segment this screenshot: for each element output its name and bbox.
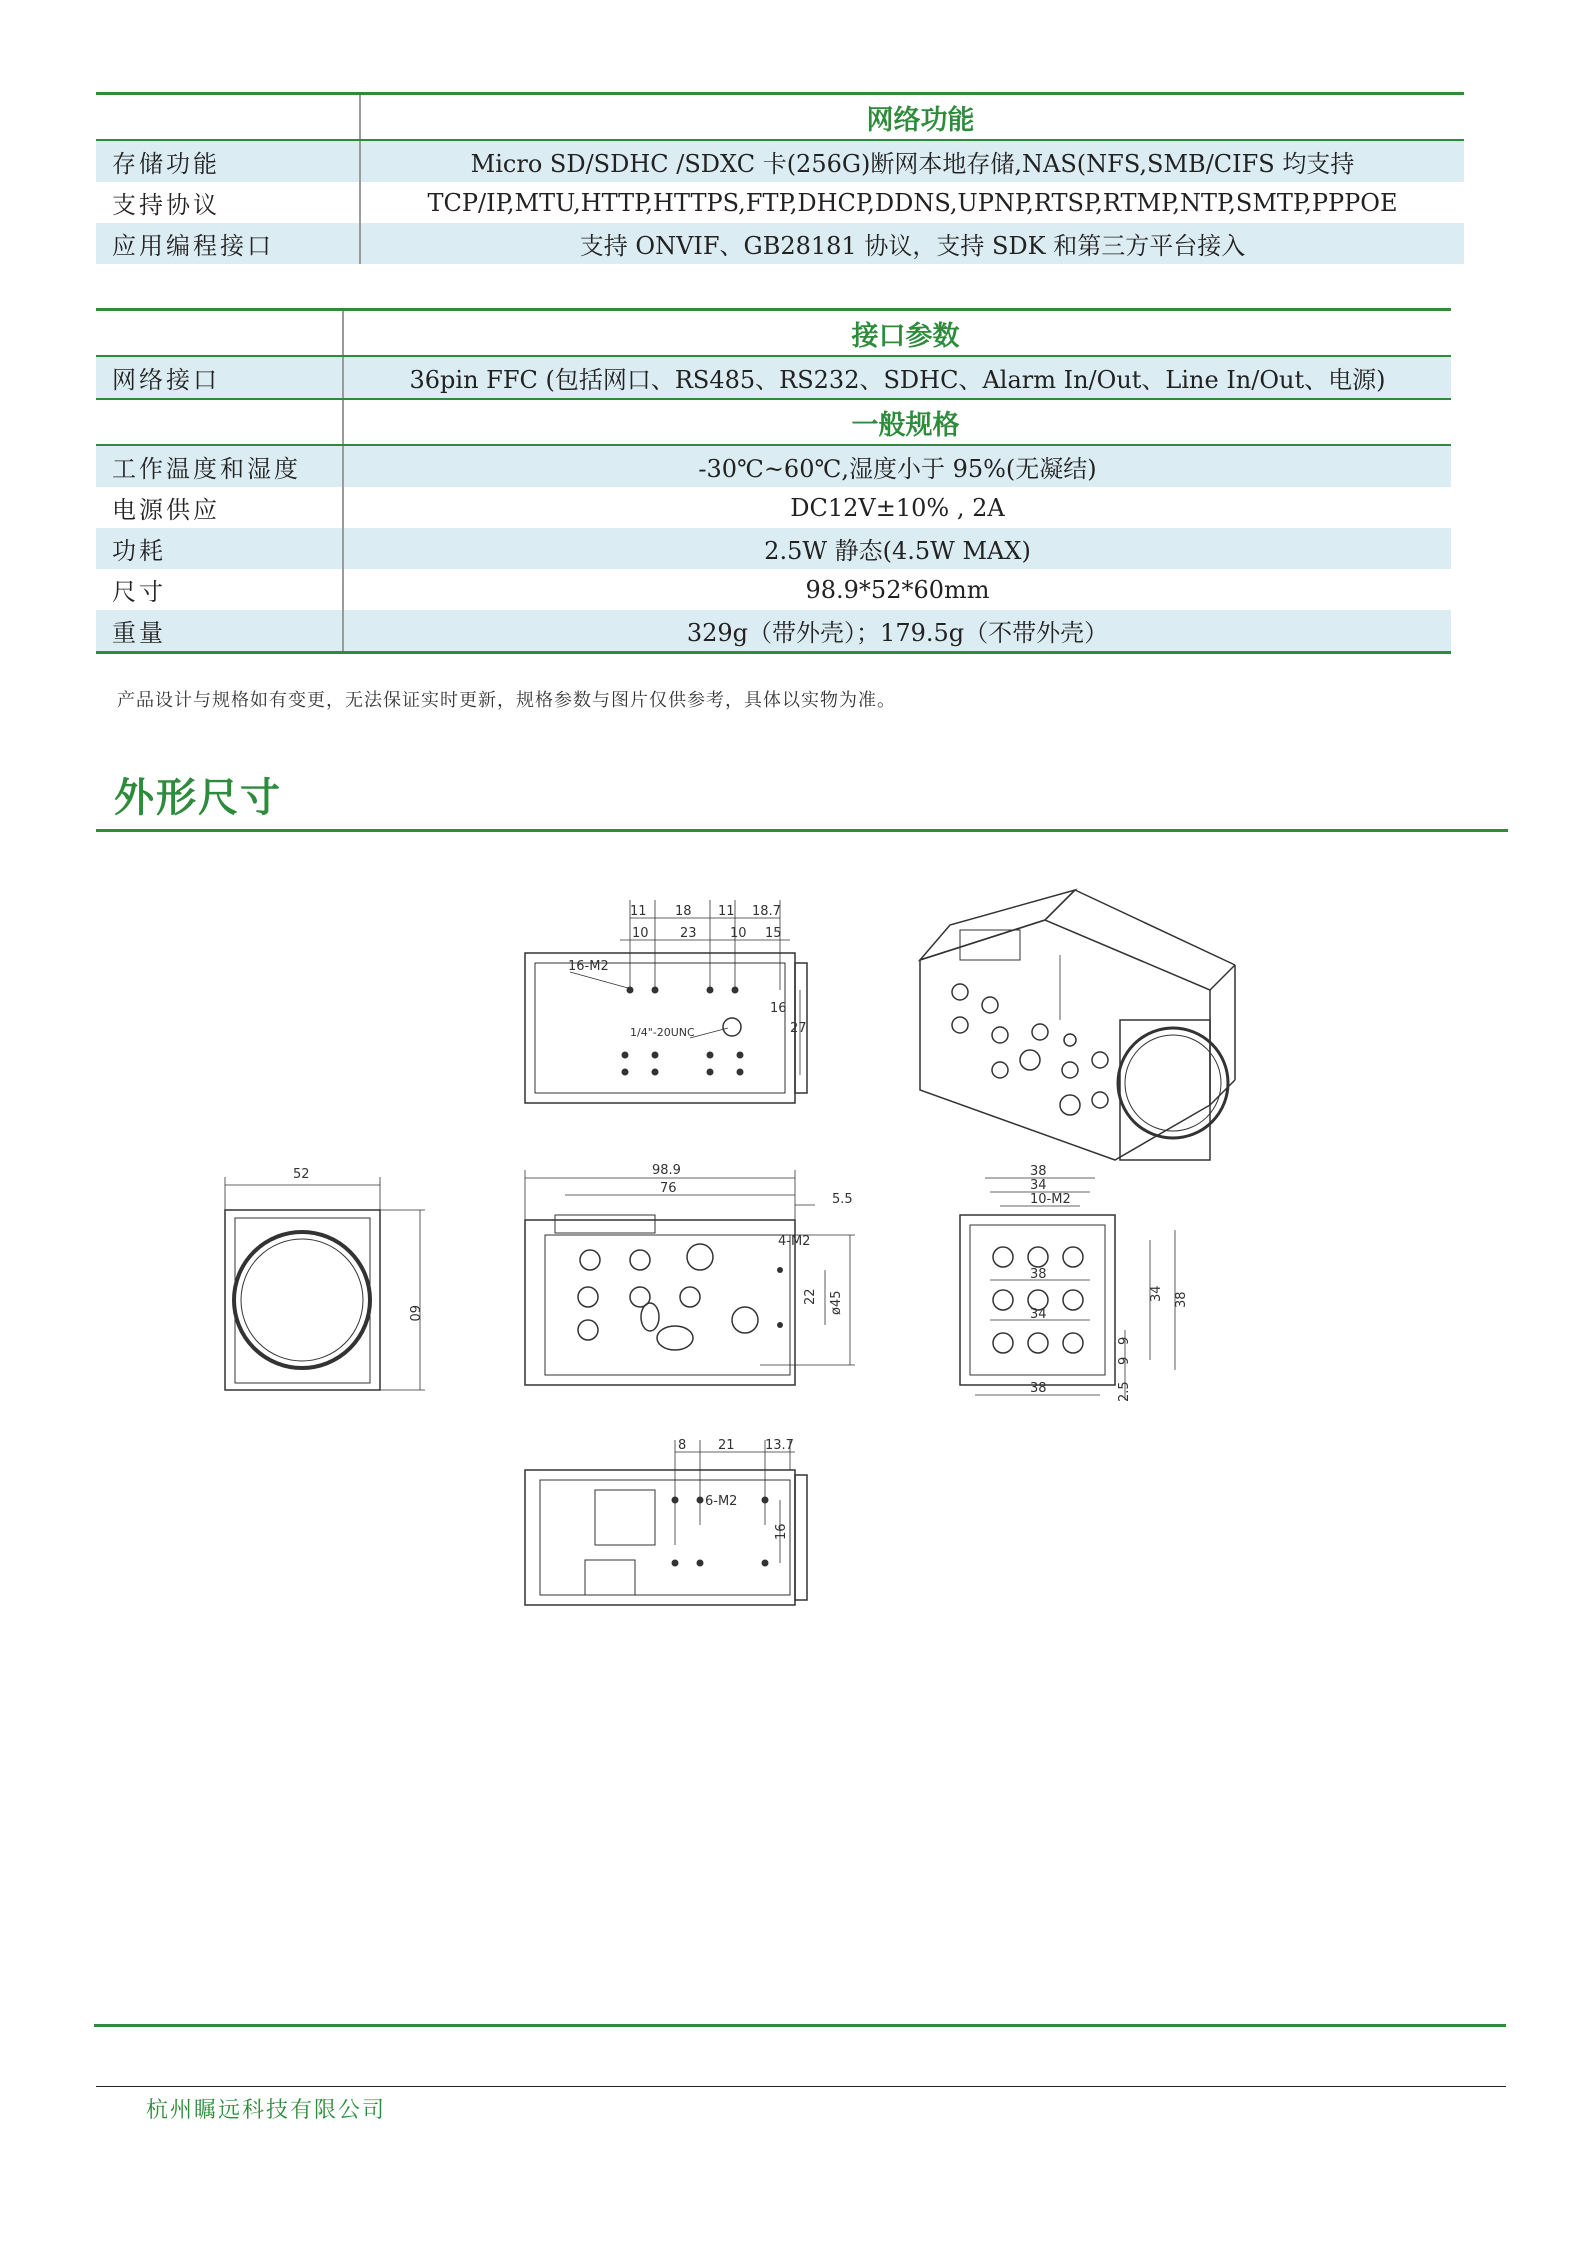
row-value: 98.9*52*60mm <box>805 575 990 604</box>
table-row <box>96 140 1464 182</box>
table-row <box>96 445 1451 487</box>
dim-label: 15 <box>765 926 782 941</box>
section-header-row <box>96 399 1451 445</box>
top-view-drawing <box>525 900 807 1103</box>
dimensions-section-title: 外形尺寸 <box>114 775 282 821</box>
dim-label: 76 <box>660 1181 677 1196</box>
perspective-view-drawing <box>920 890 1235 1160</box>
row-value: TCP/IP,MTU,HTTP,HTTPS,FTP,DHCP,DDNS,UPNP,RTSP,RTMP,NTP,SMTP,PPPOE <box>427 188 1398 217</box>
row-value: 329g（带外壳）；179.5g（不带外壳） <box>343 610 1451 653</box>
section-divider <box>96 829 1508 832</box>
dim-label: 38 <box>1030 1381 1047 1396</box>
dim-label: 18 <box>675 904 692 919</box>
footer-divider-green <box>94 2024 1506 2027</box>
row-label: 电源供应 <box>96 487 343 528</box>
row-value: DC12V±10% , 2A <box>790 493 1005 522</box>
row-label: 工作温度和湿度 <box>96 445 343 487</box>
footer-divider-black <box>96 2086 1506 2087</box>
table-row <box>96 356 1451 399</box>
hole-label: 6-M2 <box>705 1494 738 1509</box>
dim-label: 16 <box>774 1523 789 1540</box>
table-row <box>96 223 1464 264</box>
hole-label: 4-M2 <box>778 1234 811 1249</box>
dim-label: 2.5 <box>1117 1381 1132 1402</box>
section-title-network: 网络功能 <box>360 94 1464 141</box>
row-label: 存储功能 <box>96 140 360 182</box>
dim-label: 98.9 <box>652 1163 681 1178</box>
rear-view-drawing <box>960 1164 1189 1402</box>
network-spec-table <box>96 92 1464 264</box>
row-label: 尺寸 <box>96 569 343 610</box>
dim-label: 23 <box>680 926 697 941</box>
row-label: 支持协议 <box>96 182 360 223</box>
dim-label: 9 <box>1117 1356 1132 1365</box>
side-view-drawing <box>525 1163 855 1385</box>
dim-label: 38 <box>1174 1291 1189 1308</box>
disclaimer-note: 产品设计与规格如有变更，无法保证实时更新，规格参数与图片仅供参考，具体以实物为准。 <box>117 690 896 711</box>
row-value: 支持 ONVIF、GB28181 协议，支持 SDK 和第三方平台接入 <box>360 223 1464 264</box>
table-row <box>96 569 1451 610</box>
row-value: Micro SD/SDHC /SDXC 卡(256G)断网本地存储,NAS(NFS,SMB/CIFS 均支持 <box>360 140 1464 182</box>
interface-general-spec-table <box>96 308 1451 654</box>
dim-label: 52 <box>293 1167 310 1182</box>
dim-label: 38 <box>1030 1267 1047 1282</box>
dim-label: 8 <box>678 1438 687 1453</box>
hole-label: 16-M2 <box>568 959 609 974</box>
dim-label: 34 <box>1030 1178 1047 1193</box>
table-row <box>96 528 1451 569</box>
section-header-row <box>96 310 1451 357</box>
dim-label: 5.5 <box>832 1192 853 1207</box>
dim-label: 60 <box>406 1305 421 1322</box>
footer-company-name: 杭州瞩远科技有限公司 <box>146 2098 387 2123</box>
section-title-general: 一般规格 <box>343 399 1451 445</box>
section-title-interface: 接口参数 <box>343 310 1451 357</box>
table-row <box>96 182 1464 223</box>
dim-label: 13.7 <box>765 1438 794 1453</box>
table-row <box>96 610 1451 653</box>
dim-label: 27 <box>790 1021 807 1036</box>
dim-label: 9 <box>1117 1336 1132 1345</box>
dim-label: 11 <box>630 904 647 919</box>
dim-label: 21 <box>718 1438 735 1453</box>
dim-label: 18.7 <box>752 904 781 919</box>
dim-label: ø45 <box>829 1290 844 1315</box>
row-value: -30℃~60℃,湿度小于 95%(无凝结) <box>343 445 1451 487</box>
dim-label: 10 <box>730 926 747 941</box>
dim-label: 16 <box>770 1001 787 1016</box>
thread-label: 1/4"-20UNC <box>630 1026 695 1039</box>
front-view-drawing <box>225 1167 425 1390</box>
dim-label: 34 <box>1149 1285 1164 1302</box>
dim-label: 22 <box>803 1288 818 1305</box>
row-label: 应用编程接口 <box>96 223 360 264</box>
hole-label: 10-M2 <box>1030 1192 1071 1207</box>
dimension-drawings <box>0 860 1587 1960</box>
dim-label: 10 <box>632 926 649 941</box>
row-value: 36pin FFC (包括网口、RS485、RS232、SDHC、Alarm In/Out、Line In/Out、电源) <box>343 356 1451 399</box>
row-label: 功耗 <box>96 528 343 569</box>
row-label: 网络接口 <box>96 356 343 399</box>
dim-label: 38 <box>1030 1164 1047 1179</box>
bottom-view-drawing <box>525 1438 807 1605</box>
dim-label: 11 <box>718 904 735 919</box>
row-label: 重量 <box>96 610 343 653</box>
dim-label: 34 <box>1030 1307 1047 1322</box>
section-header-row <box>96 94 1464 141</box>
row-value: 2.5W 静态(4.5W MAX) <box>343 528 1451 569</box>
table-row <box>96 487 1451 528</box>
